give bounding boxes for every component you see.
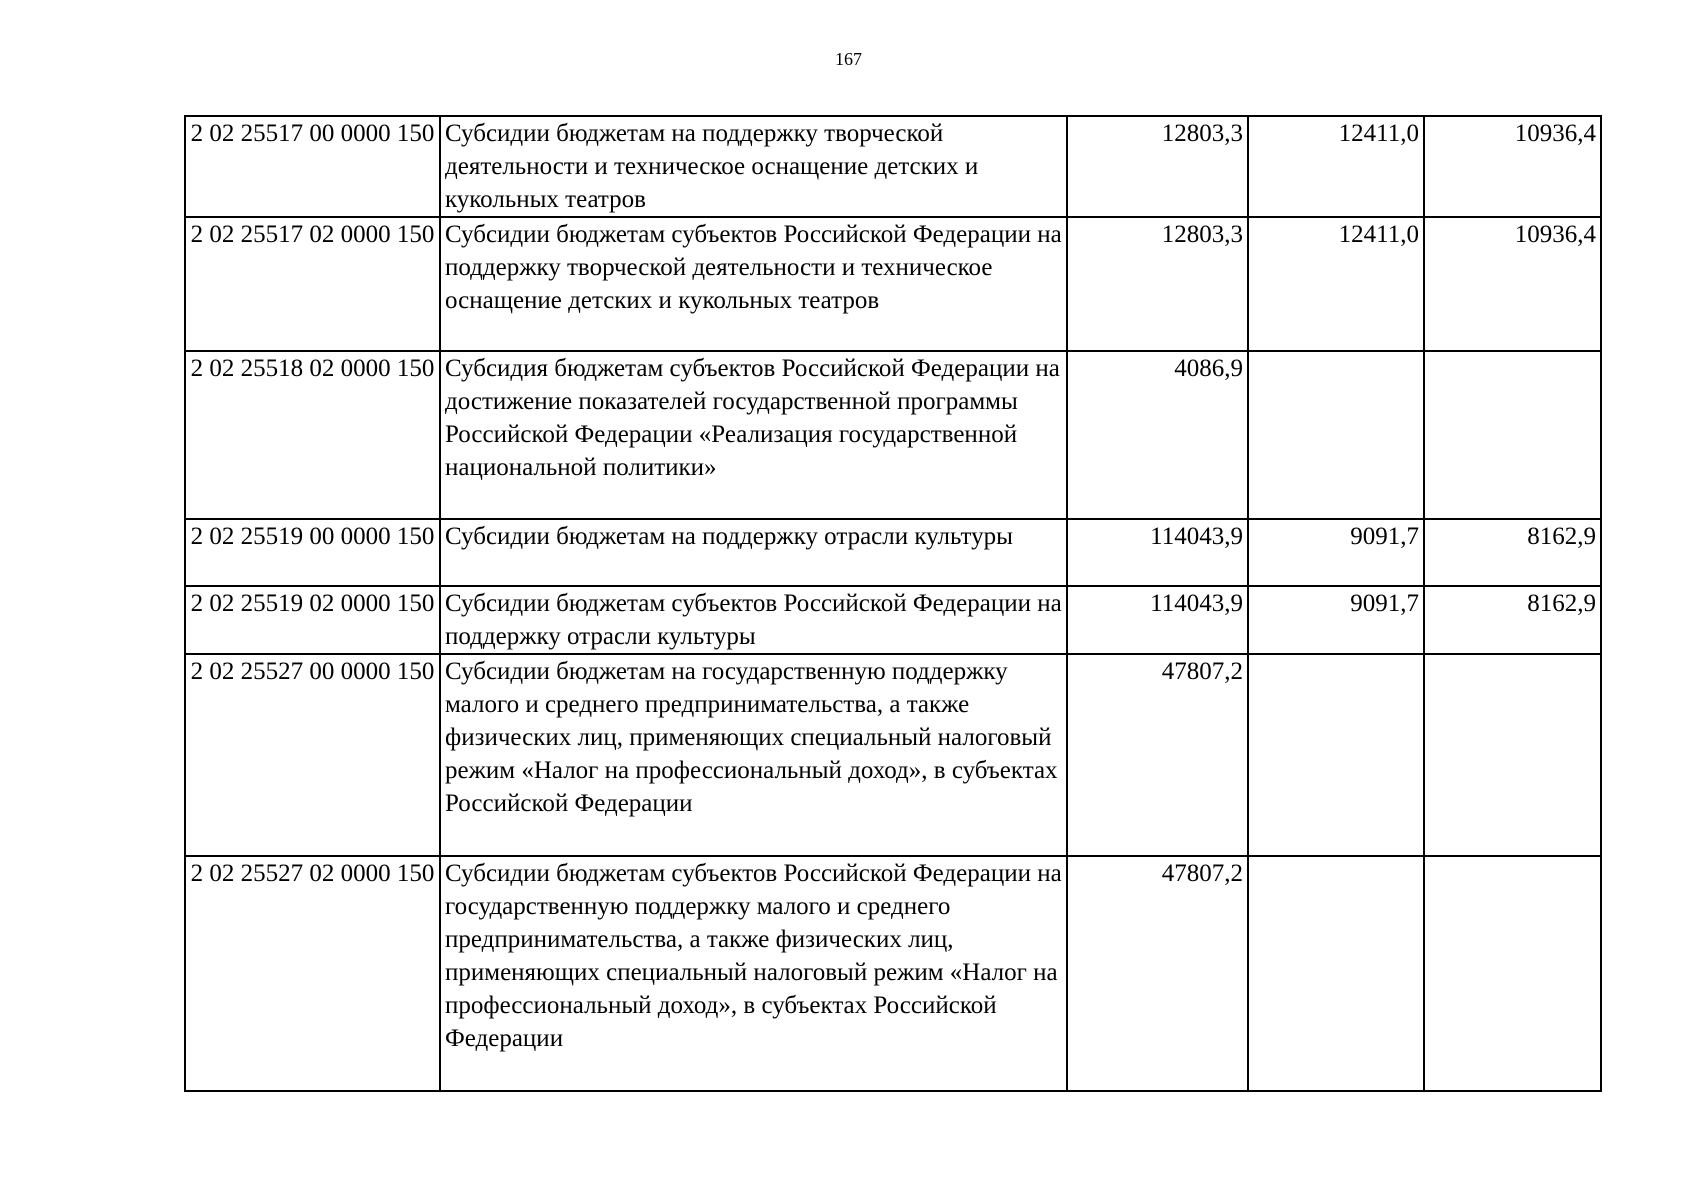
table-row [185,351,1601,519]
budget-table [184,115,1602,1092]
table-row [185,856,1601,1091]
row-description: Субсидии бюджетам на поддержку творческой деятельности и техническое оснащение детских и кукольных театров [440,116,1067,217]
table-row [185,654,1601,856]
row-description: Субсидии бюджетам субъектов Российской Федерации на поддержку творческой деятельности и техническое оснащение детских и кукольных театров [440,217,1067,351]
table-row [185,217,1601,351]
budget-code: 2 02 25518 02 0000 150 [185,351,440,519]
value-col-2: 9091,7 [1248,519,1424,586]
row-description: Субсидия бюджетам субъектов Российской Федерации на достижение показателей государственной программы Российской Федерации «Реализация государственной национальной политики» [440,351,1067,519]
table-row [185,116,1601,217]
row-description: Субсидии бюджетам на государственную поддержку малого и среднего предпринимательства, а также физических лиц, применяющих специальный налоговый режим «Налог на профессиональный доход», в субъектах Российской Федерации [440,654,1067,856]
budget-code: 2 02 25517 02 0000 150 [185,217,440,351]
table-row [185,519,1601,586]
value-col-2 [1248,351,1424,519]
budget-code: 2 02 25527 02 0000 150 [185,856,440,1091]
table-row [185,586,1601,654]
value-col-2 [1248,856,1424,1091]
value-col-3: 10936,4 [1424,116,1601,217]
value-col-1: 12803,3 [1067,217,1248,351]
budget-code: 2 02 25519 00 0000 150 [185,519,440,586]
row-description: Субсидии бюджетам субъектов Российской Федерации на поддержку отрасли культуры [440,586,1067,654]
value-col-1: 12803,3 [1067,116,1248,217]
value-col-3 [1424,351,1601,519]
value-col-3: 8162,9 [1424,519,1601,586]
value-col-2: 12411,0 [1248,217,1424,351]
value-col-1: 4086,9 [1067,351,1248,519]
value-col-3 [1424,856,1601,1091]
row-description: Субсидии бюджетам на поддержку отрасли культуры [440,519,1067,586]
value-col-1: 47807,2 [1067,654,1248,856]
budget-code: 2 02 25527 00 0000 150 [185,654,440,856]
value-col-1: 47807,2 [1067,856,1248,1091]
value-col-3 [1424,654,1601,856]
page-number: 167 [835,49,862,69]
value-col-2: 12411,0 [1248,116,1424,217]
value-col-1: 114043,9 [1067,586,1248,654]
value-col-1: 114043,9 [1067,519,1248,586]
row-description: Субсидии бюджетам субъектов Российской Федерации на государственную поддержку малого и среднего предпринимательства, а также физических лиц, применяющих специальный налоговый режим «Налог на профессиональный доход», в субъектах Российской Федерации [440,856,1067,1091]
value-col-2: 9091,7 [1248,586,1424,654]
value-col-3: 8162,9 [1424,586,1601,654]
value-col-2 [1248,654,1424,856]
budget-code: 2 02 25517 00 0000 150 [185,116,440,217]
budget-code: 2 02 25519 02 0000 150 [185,586,440,654]
value-col-3: 10936,4 [1424,217,1601,351]
